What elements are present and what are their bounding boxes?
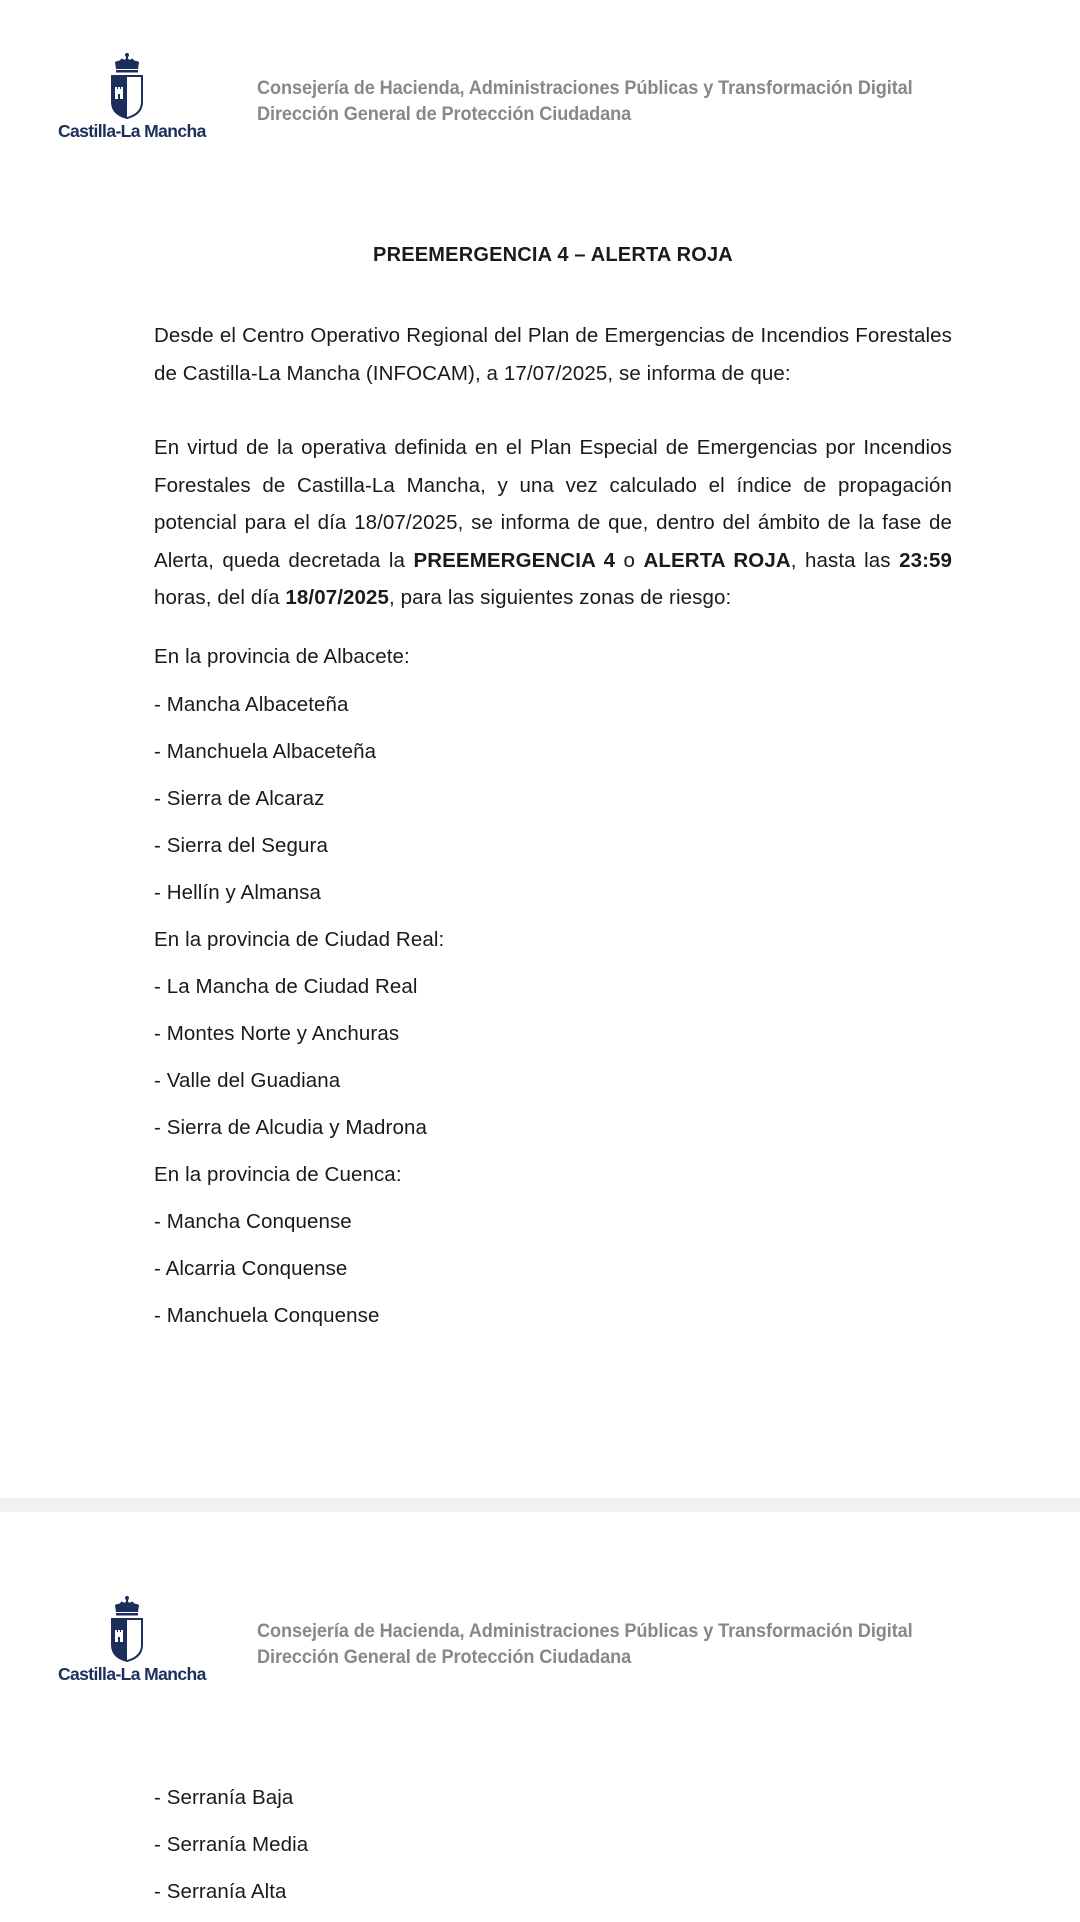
zone-item: - Manchuela Albaceteña [154,740,377,763]
logo-wordmark: Castilla-La Mancha [58,121,206,141]
coat-of-arms-icon [105,52,149,120]
zone-item: - Hellín y Almansa [154,881,322,904]
header-directorate: Dirección General de Protección Ciudadana [257,1646,632,1668]
end-date: 18/07/2025 [285,586,390,609]
zone-item: - Mancha Albaceteña [154,693,349,716]
zone-item: - Montes Norte y Anchuras [154,1022,400,1045]
end-time: 23:59 [899,548,953,572]
zone-item: - La Mancha de Ciudad Real [154,975,418,998]
header-ministry: Consejería de Hacienda, Administraciones Públicas y Transformación Digital [257,77,913,99]
header-ministry: Consejería de Hacienda, Administraciones Públicas y Transformación Digital [257,1620,913,1642]
document-header [257,75,962,127]
coat-of-arms-icon [105,1595,149,1663]
castilla-la-mancha-logo [58,1595,206,1687]
logo-wordmark: Castilla-La Mancha [58,1664,206,1684]
zone-item: - Valle del Guadiana [154,1069,341,1092]
zone-item: - Alcarria Conquense [154,1257,348,1280]
zone-item: - Mancha Conquense [154,1210,352,1233]
castilla-la-mancha-logo [58,52,206,144]
intro-paragraph: Desde el Centro Operativo Regional del Plan de Emergencias de Incendios Forestales de Castilla-La Mancha (INFOCAM), a 17/07/2025, se informa de que: [154,324,952,385]
page-separator [0,1498,1080,1512]
zone-item: - Serranía Media [154,1833,309,1856]
document-title: PREEMERGENCIA 4 – ALERTA ROJA [373,244,733,266]
zone-item: - Manchuela Conquense [154,1304,380,1327]
body-paragraph: En virtud de la operativa definida en el Plan Especial de Emergencias por Incendios Forestales de Castilla-La Mancha, y una vez calculado el índice de propagación potencial para el día 18/07/2025, se informa de que, dentro del ámbito de la fase de Alerta, queda decretada la PREEMERGENCIA 4 o ALERTA ROJA, hasta las 23:59 horas, del día 18/07/2025, para las siguientes zonas de riesgo: [154,436,953,609]
zone-item: - Serranía Baja [154,1786,294,1809]
zone-item: - Sierra de Alcudia y Madrona [154,1116,427,1139]
preemergency-level: PREEMERGENCIA 4 [413,548,616,572]
zone-item: - Sierra del Segura [154,834,328,857]
province-heading: En la provincia de Ciudad Real: [154,928,445,951]
zone-item: - Serranía Alta [154,1880,287,1903]
document-header [257,1618,962,1670]
alert-level: ALERTA ROJA [643,548,791,572]
zone-item: - Sierra de Alcaraz [154,787,325,810]
province-heading: En la provincia de Cuenca: [154,1163,402,1186]
document-page-2 [0,1512,1080,1922]
province-heading: En la provincia de Albacete: [154,645,410,668]
header-directorate: Dirección General de Protección Ciudadana [257,103,632,125]
